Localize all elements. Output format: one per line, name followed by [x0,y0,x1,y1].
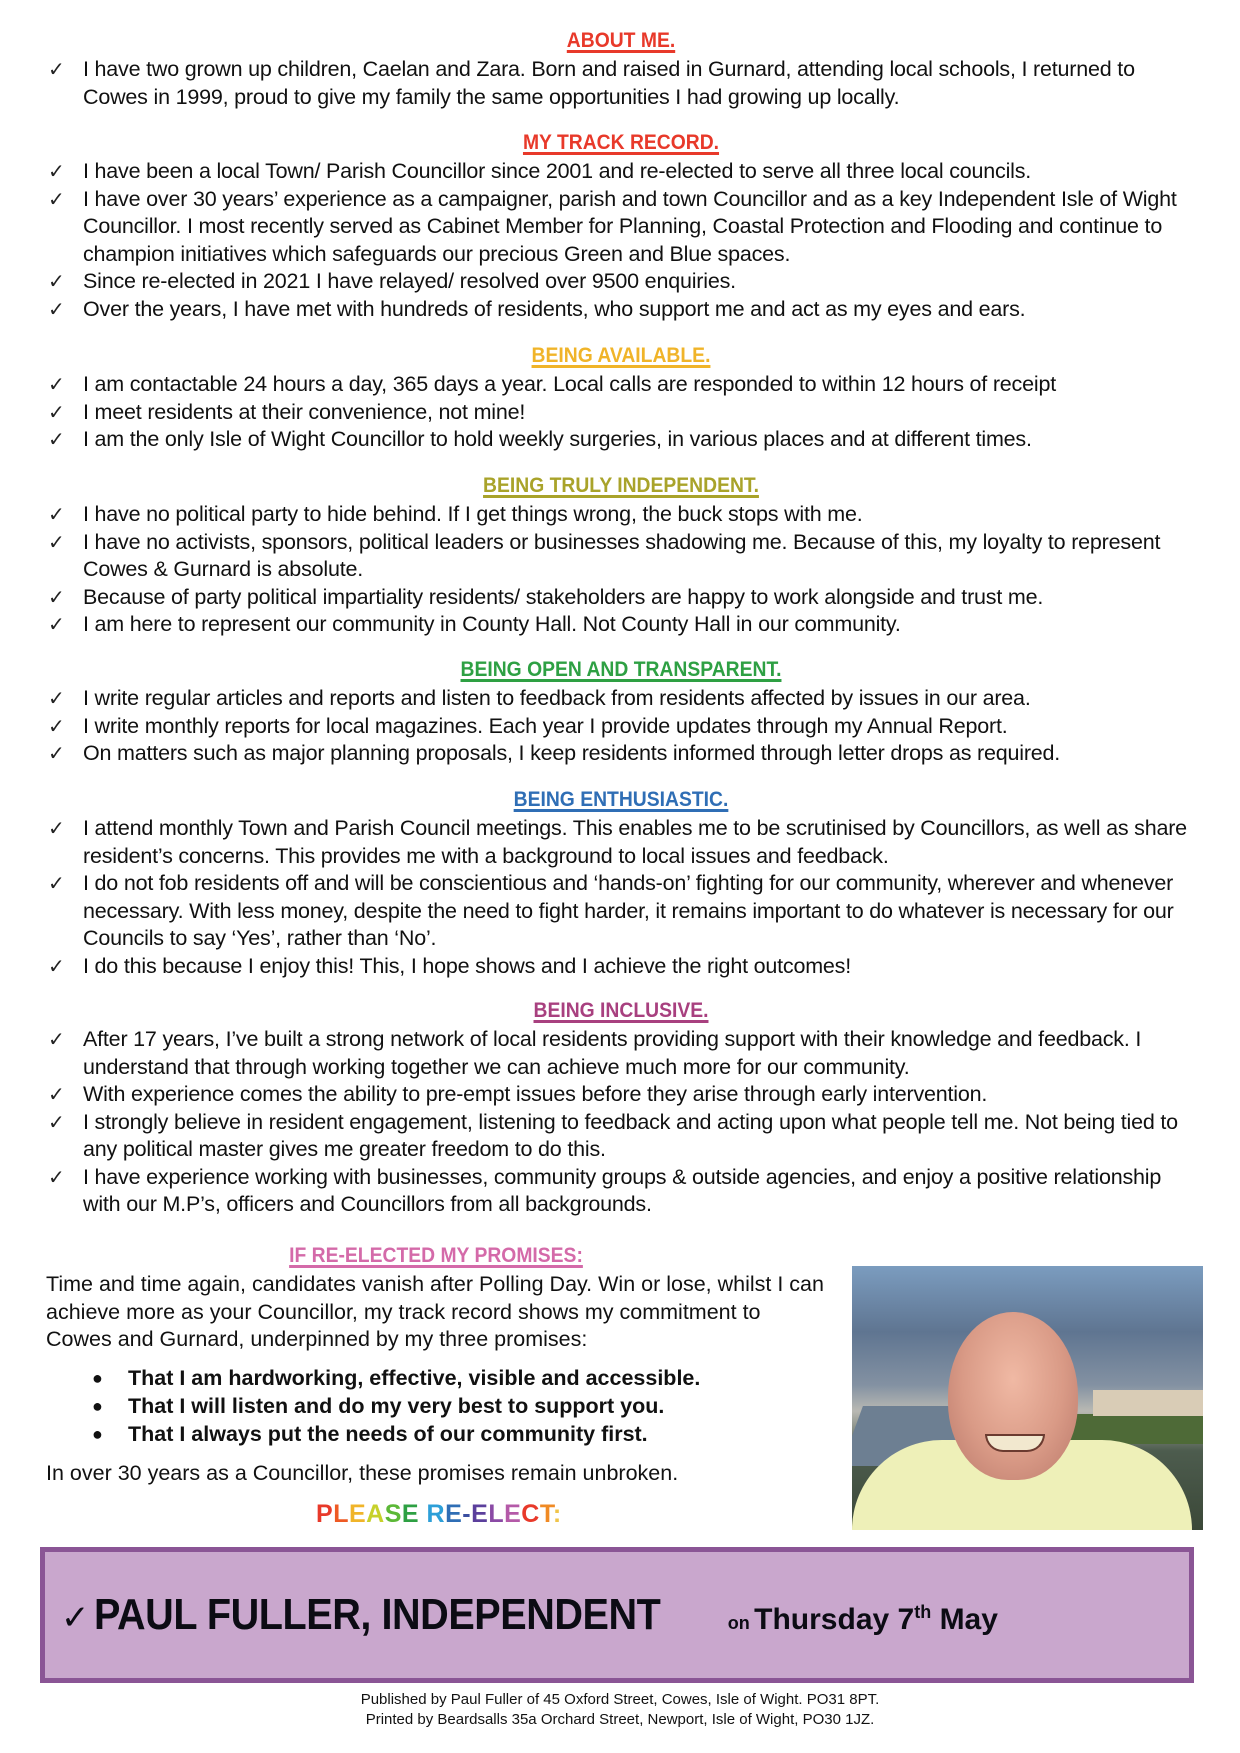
promises-outro: In over 30 years as a Councillor, these promises remain unbroken. [46,1460,679,1485]
list-item: ✓ With experience comes the ability to pre-empt issues before they arise through early intervention. [46,1081,1196,1109]
checkmark-icon: ✓ [48,741,65,765]
checkmark-icon: ✓ [48,1164,65,1189]
candidate-photo [852,1266,1203,1530]
checkmark-icon: ✓ [48,427,65,451]
promises-heading: IF RE-ELECTED MY PROMISES: [289,1244,583,1267]
checklist [46,815,1196,980]
list-item: ✓ I meet residents at their convenience, not mine! [46,399,1196,427]
printed-by: Printed by Beardsalls 35a Orchard Street, Newport, Isle of Wight, PO30 1JZ. [365,1711,875,1728]
list-item: ✓ I have over 30 years’ experience as a campaigner, parish and town Councillor and as a key Independent Isle of Wight Councillor. I most recently served as Cabinet Member for Planning, Coastal Protection and Flooding and continue to champion initiatives which safeguards our precious Green and Blue spaces. [48,186,1177,266]
section-heading: BEING INCLUSIVE. [533,999,709,1022]
published-by: Published by Paul Fuller of 45 Oxford Street, Cowes, Isle of Wight. PO31 8PT. [360,1691,880,1708]
list-item: ✓ I write regular articles and reports and listen to feedback from residents affected by issues in our area. [46,685,1196,713]
section-transparent [46,657,1196,768]
section-heading: BEING ENTHUSIASTIC. [513,788,729,811]
section-independent [46,473,1196,639]
section-available [46,343,1196,454]
vote-banner [40,1547,1194,1683]
promises-section [46,1243,826,1487]
list-item: ✓ I have no political party to hide behind. If I get things wrong, the buck stops with me. [46,501,1196,529]
list-item: ✓ I have two grown up children, Caelan and Zara. Born and raised in Gurnard, attending local schools, I returned to Cowes in 1999, proud to give my family the same opportunities I had growing up locally. [48,57,1135,109]
list-item: ✓ I write monthly reports for local magazines. Each year I provide updates through my Annual Report. [46,713,1196,741]
checkmark-icon: ✓ [48,816,65,840]
please-reelect-heading: PLEASE RE-ELECT: [316,1500,562,1528]
checkmark-icon: ✓ [48,953,65,978]
promise-item: ● That I always put the needs of our community first. [92,1421,648,1446]
section-track-record [46,130,1196,323]
checklist [46,158,1196,323]
list-item: ✓ Over the years, I have met with hundreds of residents, who support me and act as my eyes and ears. [46,296,1196,324]
imprint [0,1690,1240,1730]
checkmark-icon: ✓ [48,502,65,526]
list-item: ✓ I do not fob residents off and will be conscientious and ‘hands-on’ fighting for our community, wherever and whenever necessary. With less money, despite the need to fight harder, it remains important to do whatever is necessary for our Councils to say ‘Yes’, rather than ‘No’. [48,871,1174,950]
promises-list [46,1364,826,1448]
checklist [46,501,1196,639]
list-item: ✓ I am contactable 24 hours a day, 365 days a year. Local calls are responded to within 12 hours of receipt [46,371,1196,399]
list-item: ✓ I have no activists, sponsors, political leaders or businesses shadowing me. Because of this, my loyalty to represent Cowes & Gurnard is absolute. [48,529,1161,581]
checkmark-icon: ✓ [61,1598,90,1638]
section-heading: BEING TRULY INDEPENDENT. [483,474,759,497]
on-label: on [727,1613,750,1633]
checkmark-icon: ✓ [48,159,65,183]
candidate-name: PAUL FULLER, INDEPENDENT [93,1590,661,1639]
list-item: ✓ I do this because I enjoy this! This, I hope shows and I achieve the right outcomes! [46,953,1196,981]
checkmark-icon: ✓ [48,871,65,895]
section-heading: ABOUT ME. [566,29,676,52]
section-about [46,28,1196,111]
election-date: Thursday 7th May [754,1602,998,1636]
checkmark-icon: ✓ [48,57,65,81]
promises-intro: Time and time again, candidates vanish after Polling Day. Win or lose, whilst I can achieve more as your Councillor, my track record shows my commitment to Cowes and Gurnard, underpinned by my three promises: [46,1272,824,1351]
checkmark-icon: ✓ [48,372,65,396]
list-item: ✓ After 17 years, I’ve built a strong network of local residents providing support with their knowledge and feedback. I understand that through working together we can achieve much more for our community. [48,1027,1142,1079]
checkmark-icon: ✓ [48,1082,65,1106]
list-item: ✓ Since re-elected in 2021 I have relayed/ resolved over 9500 enquiries. [46,268,1196,296]
checkmark-icon: ✓ [48,1109,65,1134]
list-item: ✓ I strongly believe in resident engagement, listening to feedback and acting upon what people tell me. Not being tied to any political master gives me greater freedom to do this. [48,1109,1178,1161]
list-item: ✓ I am here to represent our community in County Hall. Not County Hall in our community. [46,611,1196,639]
promise-item: ● That I will listen and do my very best to support you. [92,1393,665,1418]
section-heading: BEING OPEN AND TRANSPARENT. [460,658,782,681]
list-item: ✓ I have been a local Town/ Parish Councillor since 2001 and re-elected to serve all three local councils. [46,158,1196,186]
checkmark-icon: ✓ [48,612,65,636]
checkmark-icon: ✓ [48,399,65,424]
bullet-icon: ● [92,1395,103,1416]
checkmark-icon: ✓ [48,1027,65,1051]
checkmark-icon: ✓ [48,296,65,321]
checkmark-icon: ✓ [48,686,65,710]
checkmark-icon: ✓ [48,584,65,609]
checkmark-icon: ✓ [48,713,65,738]
list-item: ✓ Because of party political impartiality residents/ stakeholders are happy to work alongside and trust me. [46,584,1196,612]
section-inclusive [46,998,1196,1219]
checklist [46,685,1196,768]
checkmark-icon: ✓ [48,269,65,293]
list-item: ✓ I attend monthly Town and Parish Council meetings. This enables me to be scrutinised by Councillors, as well as share resident’s concerns. This provides me with a background to local issues and feedback. [48,816,1187,868]
checklist [46,371,1196,454]
list-item: ✓ I have experience working with businesses, community groups & outside agencies, and enjoy a positive relationship with our M.P’s, officers and Councillors from all backgrounds. [48,1164,1162,1216]
checklist [46,56,1196,111]
promise-item: ● That I am hardworking, effective, visible and accessible. [92,1365,701,1390]
list-item: ✓ I am the only Isle of Wight Councillor to hold weekly surgeries, in various places and at different times. [46,426,1196,454]
bullet-icon: ● [92,1367,103,1388]
checklist [46,1026,1196,1219]
section-enthusiastic [46,787,1196,980]
section-heading: MY TRACK RECORD. [522,131,720,154]
list-item: ✓ On matters such as major planning proposals, I keep residents informed through letter drops as required. [46,740,1196,768]
section-heading: BEING AVAILABLE. [531,344,711,367]
bullet-icon: ● [92,1423,103,1444]
checkmark-icon: ✓ [48,186,65,211]
checkmark-icon: ✓ [48,529,65,554]
